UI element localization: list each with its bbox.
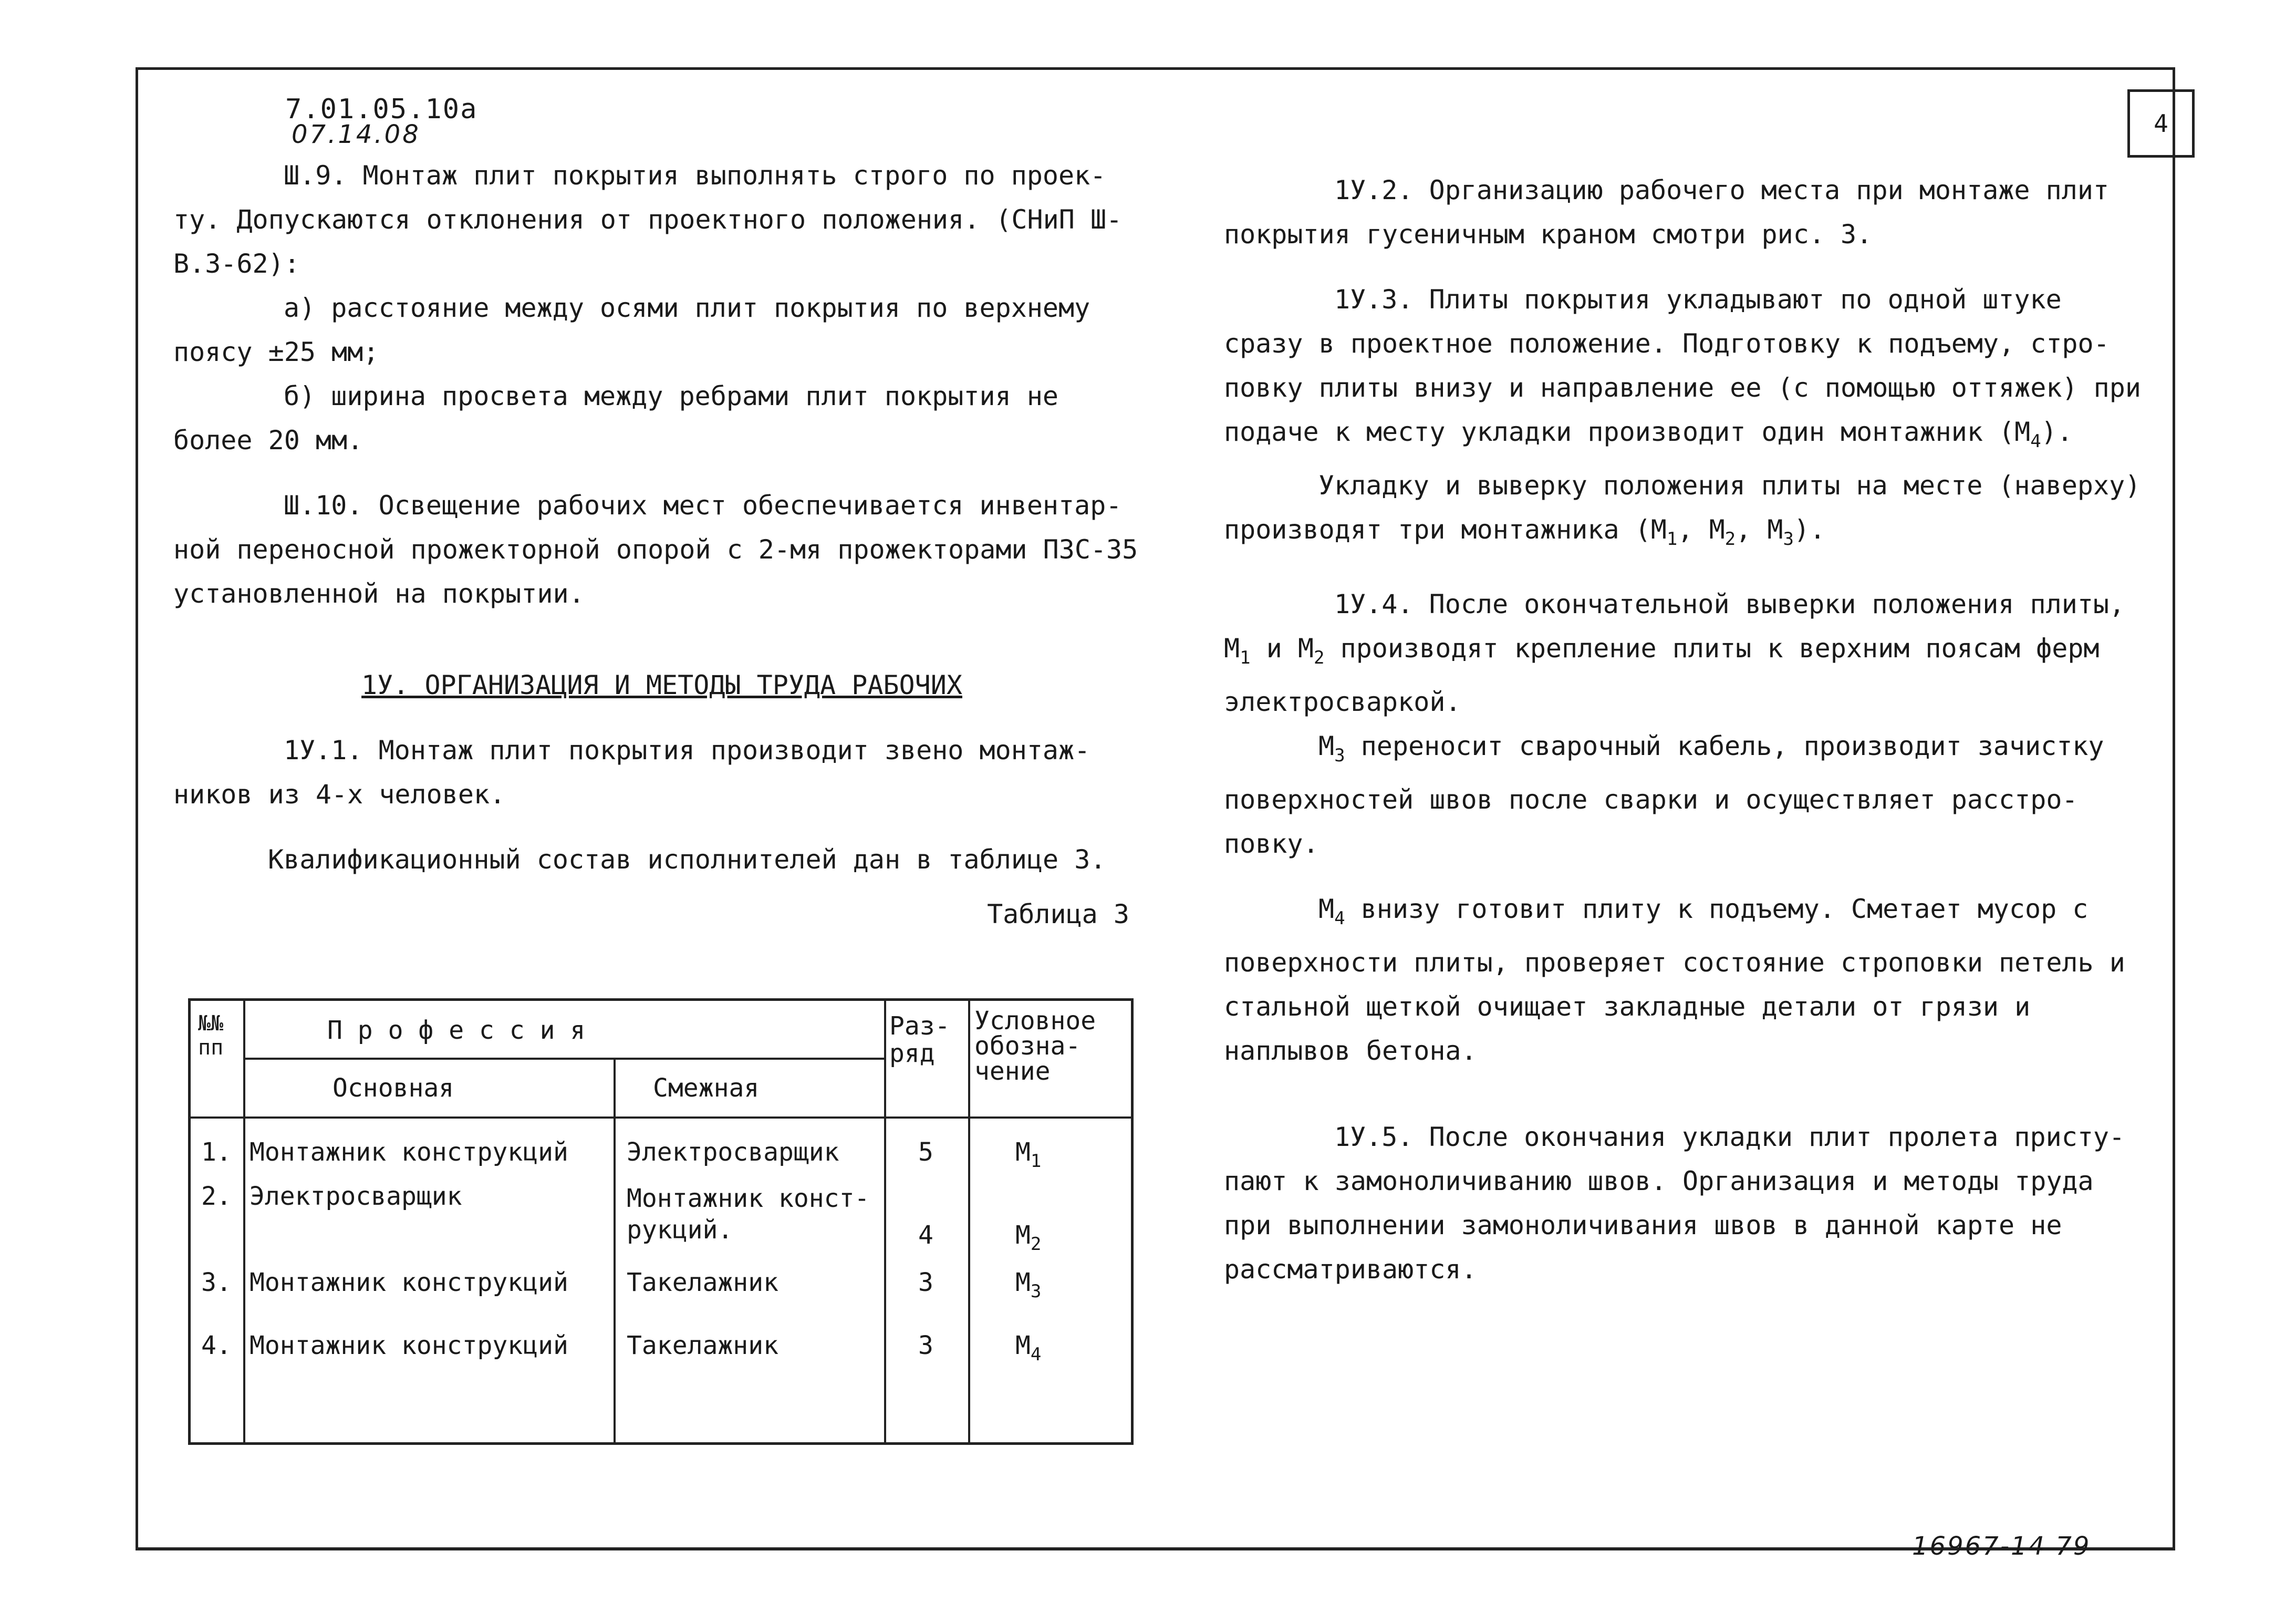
table-divider: [243, 1001, 245, 1442]
clause-3-10: Ш.10. Освещение рабочих мест обеспечивается инвентар-ной переносной прожекторной опорой с 2-мя прожекторами ПЗС-35 установленной на покрытии.: [173, 490, 1138, 609]
section-heading: 1У. ОРГАНИЗАЦИЯ И МЕТОДЫ ТРУДА РАБОЧИХ: [361, 670, 962, 700]
header-number: №№ пп: [198, 1011, 224, 1060]
row-3-main: Монтажник конструкций: [250, 1268, 568, 1297]
table-caption: Таблица 3: [987, 899, 1129, 929]
clause-4-4-m4: $М_4$ внизу готовит плиту к подъему. Сметает мусор с поверхности плиты, проверяет состояние строповки петель и стальной щеткой очищает закладные детали от грязи и наплывов бетона.: [1224, 894, 2125, 1066]
row-2-main: Электросварщик: [250, 1182, 462, 1211]
row-1-related: Электросварщик: [627, 1138, 839, 1167]
row-4-grade: 3: [918, 1331, 933, 1360]
table-divider: [243, 1058, 884, 1060]
row-4-related: Такелажник: [627, 1331, 778, 1360]
clause-4-4: 1У.4. После окончательной выверки положения плиты, $М_1$ и $М_2$ производят крепление плиты к верхним поясам ферм электросваркой.: [1224, 589, 2125, 717]
clause-3-9-a: а) расстояние между осями плит покрытия по верхнему поясу ±25 мм;: [173, 293, 1090, 367]
table-header-rule: [191, 1116, 1131, 1119]
page-number: 4: [2127, 89, 2195, 158]
table-intro: Квалификационный состав исполнителей дан в таблице 3.: [268, 844, 1106, 875]
clause-4-2: 1У.2. Организацию рабочего места при монтаже плит покрытия гусеничным краном смотри рис. 3.: [1224, 175, 2110, 250]
row-4-number: 4.: [201, 1331, 232, 1360]
right-column: [1224, 168, 2148, 1291]
row-2-related: Монтажник конст-рукций.: [627, 1184, 870, 1245]
clause-4-1: 1У.1. Монтаж плит покрытия производит звено монтаж-ников из 4-х человек.: [173, 735, 1090, 810]
clause-4-3-cont: Укладку и выверку положения плиты на месте (наверху) производят три монтажника ($М_1$, $М_2$, $М_3$).: [1224, 470, 2141, 550]
qualification-table: [188, 998, 1134, 1445]
document-code: 7.01.05.10а: [285, 94, 478, 125]
row-3-grade: 3: [918, 1268, 933, 1297]
footer-number: 16967-14 79: [1912, 1532, 2091, 1561]
row-1-number: 1.: [201, 1138, 232, 1167]
row-1-symbol: $М_1$: [1015, 1138, 1042, 1172]
document-date: 07.14.08: [292, 120, 421, 149]
clause-4-5: 1У.5. После окончания укладки плит пролета присту-пают к замоноличиванию швов. Организация и методы труда при выполнении замоноличивания швов в данной карте не рассматриваются.: [1224, 1122, 2125, 1285]
row-1-main: Монтажник конструкций: [250, 1138, 568, 1167]
row-2-number: 2.: [201, 1182, 232, 1211]
header-main: Основная: [333, 1073, 454, 1103]
table-divider: [968, 1001, 970, 1442]
row-3-related: Такелажник: [627, 1268, 778, 1297]
row-2-grade: 4: [918, 1221, 933, 1250]
header-symbol: Условное обозна-чение: [974, 1006, 1096, 1086]
row-3-symbol: $М_3$: [1015, 1268, 1042, 1302]
clause-4-4-m3: $М_3$ переносит сварочный кабель, производит зачистку поверхностей швов после сварки и осуществляет расстро-повку.: [1224, 731, 2104, 859]
clause-3-9: Ш.9. Монтаж плит покрытия выполнять строго по проек-ту. Допускаются отклонения от проектного положения. (СНиП Ш-В.3-62):: [173, 160, 1123, 279]
clause-3-9-b: б) ширина просвета между ребрами плит покрытия не более 20 мм.: [173, 381, 1059, 456]
header-grade: Раз-ряд: [889, 1011, 950, 1068]
header-related: Смежная: [653, 1073, 760, 1103]
row-4-symbol: $М_4$: [1015, 1331, 1042, 1365]
table-divider: [614, 1058, 616, 1442]
table-divider: [884, 1001, 886, 1442]
header-profession: П р о ф е с с и я: [327, 1016, 586, 1045]
clause-4-3: 1У.3. Плиты покрытия укладывают по одной штуке сразу в проектное положение. Подготовку к подъему, стро-повку плиты внизу и направление ее (с помощью оттяжек) при подаче к месту укладки производит один монтажник $(М_4)$.: [1224, 284, 2141, 452]
row-3-number: 3.: [201, 1268, 232, 1297]
row-1-grade: 5: [918, 1138, 933, 1167]
left-column: [173, 153, 1150, 936]
row-2-symbol: $М_2$: [1015, 1221, 1042, 1255]
row-4-main: Монтажник конструкций: [250, 1331, 568, 1360]
